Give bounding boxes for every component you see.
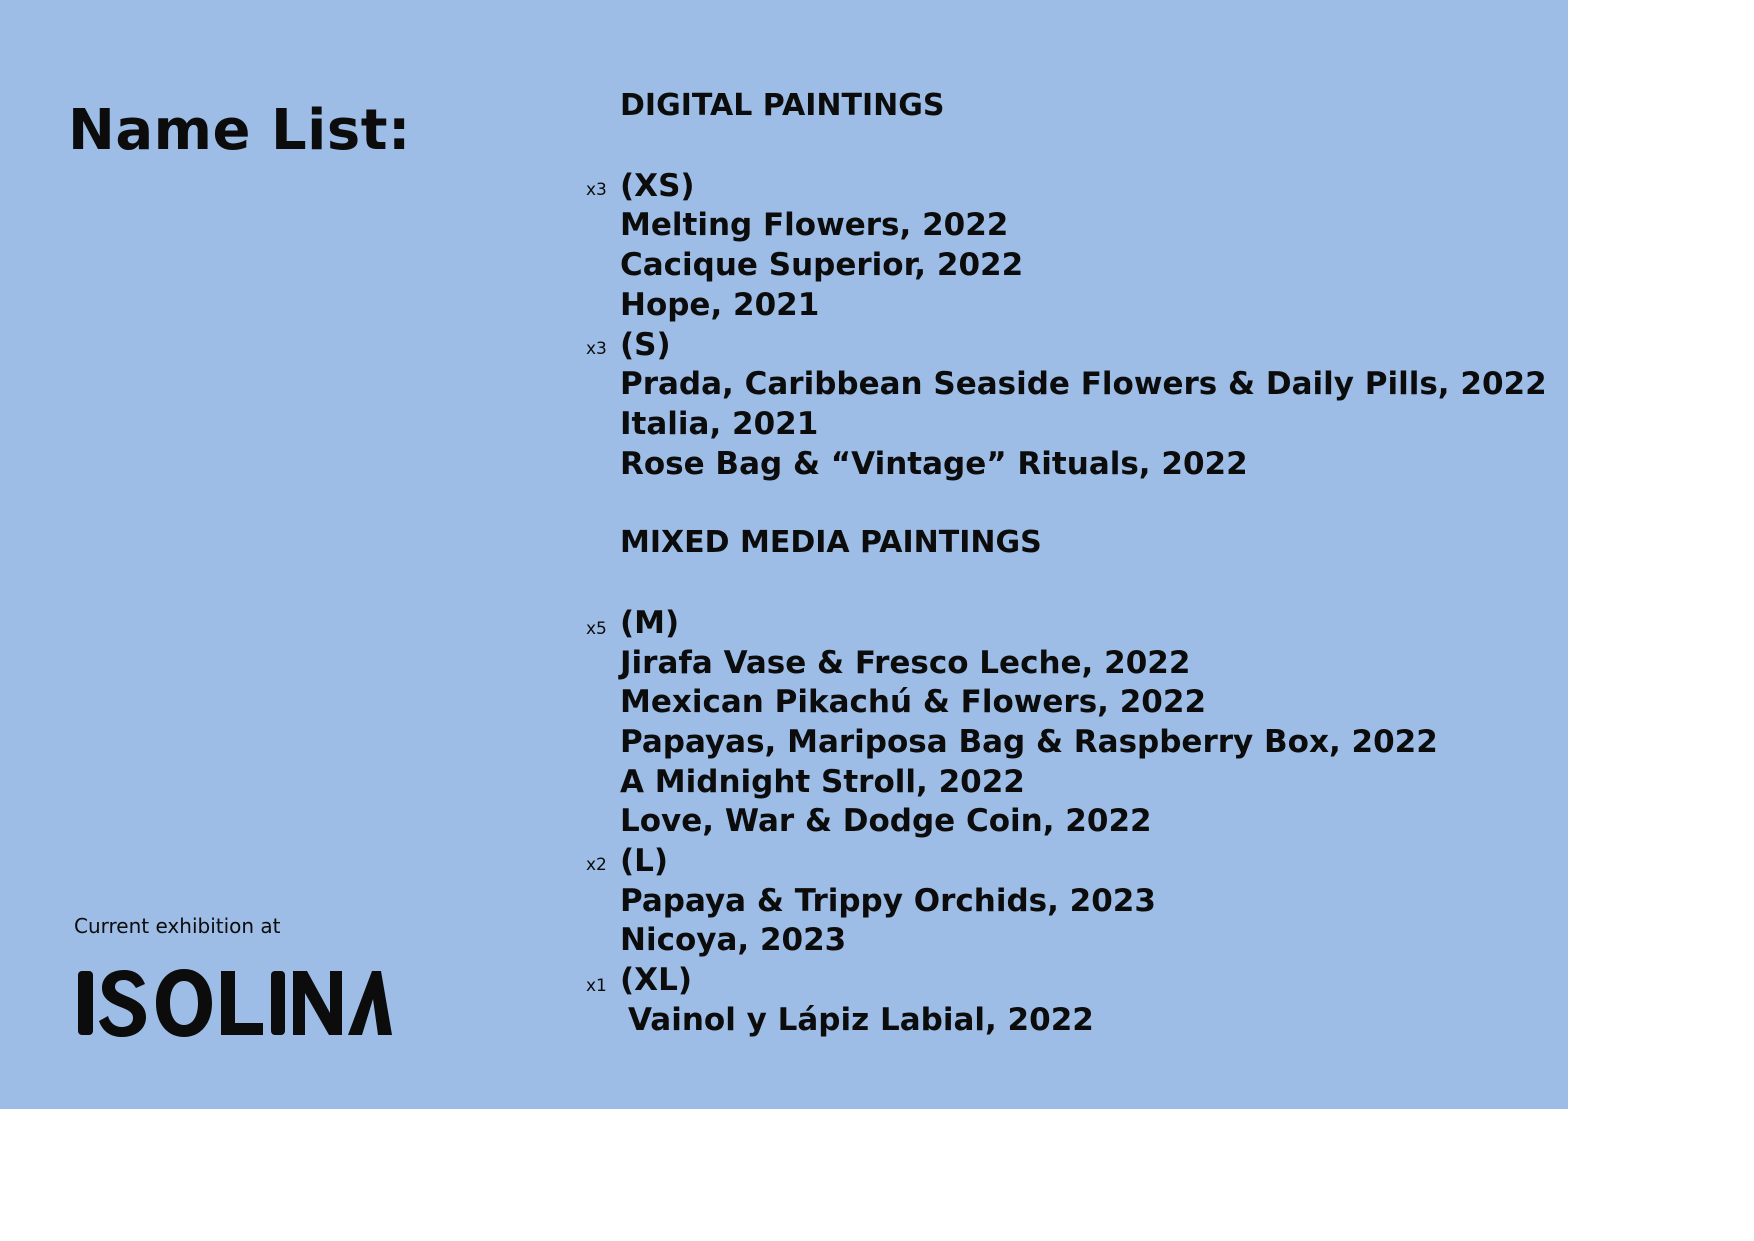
artwork-item: Hope, 2021	[620, 287, 820, 323]
size-label: (M)	[620, 605, 680, 641]
quantity-label: x3	[586, 339, 607, 359]
artwork-item: Love, War & Dodge Coin, 2022	[620, 803, 1152, 839]
artwork-item: Nicoya, 2023	[620, 922, 847, 958]
quantity-label: x1	[586, 976, 607, 996]
quantity-label: x2	[586, 855, 607, 875]
size-label: (L)	[620, 843, 669, 879]
size-label: (XL)	[620, 962, 692, 998]
isolina-logo	[74, 965, 394, 1041]
exhibition-caption: Current exhibition at	[74, 914, 281, 938]
quantity-label: x3	[586, 180, 607, 200]
page-title: Name List:	[68, 98, 411, 163]
size-label: (XS)	[620, 168, 695, 204]
artwork-item: Italia, 2021	[620, 406, 819, 442]
section-heading-mixed-media-paintings: MIXED MEDIA PAINTINGS	[620, 525, 1042, 560]
artwork-item: Prada, Caribbean Seaside Flowers & Daily Pills, 2022	[620, 366, 1547, 402]
artwork-item: Mexican Pikachú & Flowers, 2022	[620, 684, 1207, 720]
quantity-label: x5	[586, 619, 607, 639]
artwork-item: Rose Bag & “Vintage” Rituals, 2022	[620, 446, 1248, 482]
artwork-item: Jirafa Vase & Fresco Leche, 2022	[620, 645, 1191, 681]
artwork-item: Papayas, Mariposa Bag & Raspberry Box, 2022	[620, 724, 1438, 760]
artwork-item: Cacique Superior, 2022	[620, 247, 1024, 283]
artwork-item: A Midnight Stroll, 2022	[620, 764, 1025, 800]
size-label: (S)	[620, 327, 671, 363]
artwork-item: Papaya & Trippy Orchids, 2023	[620, 883, 1156, 919]
artwork-item: Vainol y Lápiz Labial, 2022	[628, 1002, 1094, 1038]
section-heading-digital-paintings: DIGITAL PAINTINGS	[620, 88, 945, 123]
artwork-item: Melting Flowers, 2022	[620, 207, 1009, 243]
